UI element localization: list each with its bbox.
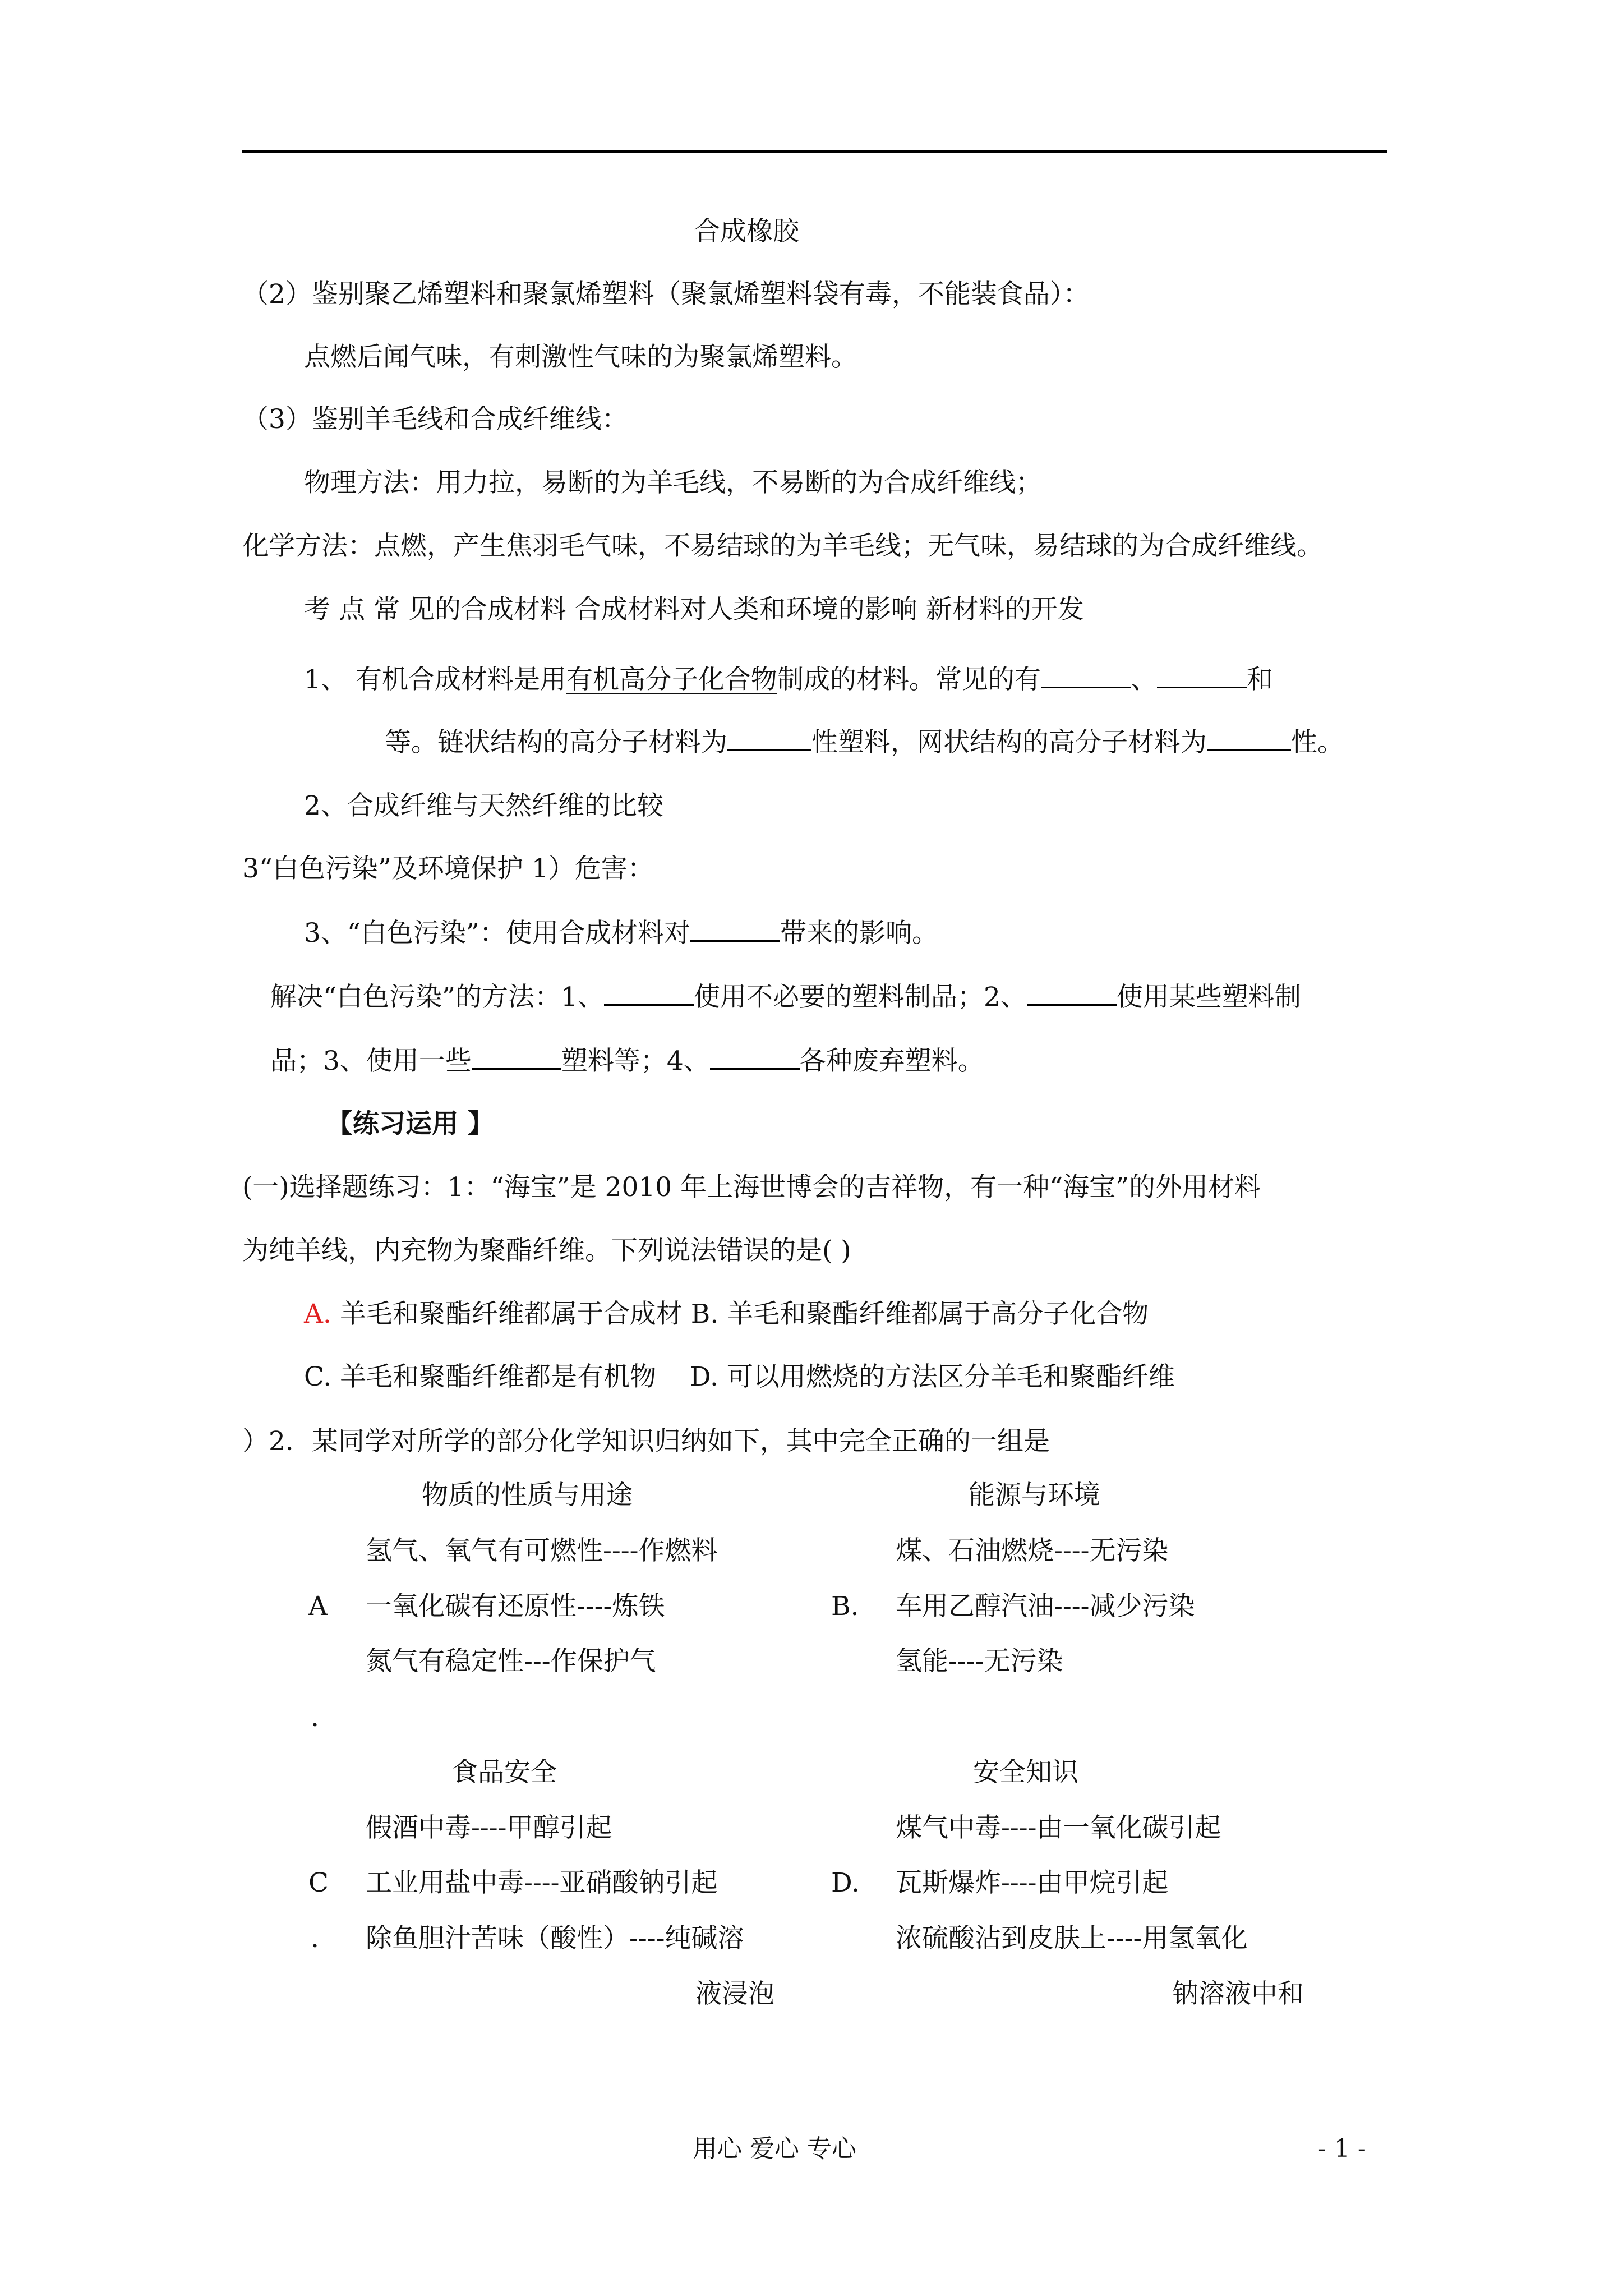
- group-d-item: 瓦斯爆炸----由甲烷引起: [896, 1867, 1169, 1898]
- mc1-stem-line1: (一)选择题练习：1：“海宝”是 2010 年上海世博会的吉祥物，有一种“海宝”的外用材料: [242, 1172, 1261, 1203]
- q1-middle: 制成的材料。常见的有: [777, 664, 1041, 695]
- q1-line2-b: 性塑料，网状结构的高分子材料为: [811, 727, 1207, 758]
- item2-heading: （2）鉴别聚乙烯塑料和聚氯烯塑料（聚氯烯塑料袋有毒，不能装食品）：: [242, 279, 1090, 310]
- mc1-option-c: C. 羊毛和聚酯纤维都是有机物: [304, 1361, 657, 1392]
- group-b-item: 车用乙醇汽油----减少污染: [896, 1591, 1195, 1622]
- header-rule: [242, 150, 1387, 153]
- fill-blank: [710, 1043, 800, 1070]
- fill-blank: [1207, 725, 1291, 751]
- mc1-option-a-text: 羊毛和聚酯纤维都属于合成材: [331, 1299, 683, 1329]
- footer-motto: 用心 爱心 专心: [693, 2134, 856, 2163]
- mc1-options-row2: [304, 1360, 1175, 1394]
- question-1-line2: [385, 725, 1344, 760]
- mc1-stem-line2: 为纯羊线，内充物为聚酯纤维。下列说法错误的是( ): [242, 1235, 851, 1266]
- page-number: - 1 -: [1318, 2134, 1366, 2163]
- q1-underlined-term: 有机高分子化合物: [566, 664, 777, 695]
- fill-blank: [472, 1043, 561, 1070]
- practice-title: 【练习运用 】: [326, 1108, 494, 1139]
- q1-end: 和: [1246, 664, 1273, 695]
- option-a-label: A: [308, 1591, 328, 1622]
- group-c-item: 工业用盐中毒----亚硝酸钠引起: [366, 1867, 718, 1898]
- group-a-item: 氮气有稳定性---作保护气: [366, 1646, 656, 1677]
- group-c-continuation: 液浸泡: [695, 1978, 774, 2009]
- solve-a: 解决“白色污染”的方法：1、: [270, 982, 604, 1013]
- question-3: [304, 915, 938, 950]
- group-a-title: 物质的性质与用途: [422, 1480, 633, 1511]
- question-2: 2、合成纤维与天然纤维的比较: [304, 790, 663, 821]
- group-b-title: 能源与环境: [969, 1480, 1100, 1511]
- section-title: 合成橡胶: [694, 216, 799, 247]
- item3-chemical: 化学方法：点燃，产生焦羽毛气味，不易结球的为羊毛线；无气味，易结球的为合成纤维线。: [242, 531, 1323, 562]
- solve-line2: [270, 1043, 984, 1078]
- group-d-item: 煤气中毒----由一氧化碳引起: [896, 1812, 1221, 1843]
- group-b-item: 煤、石油燃烧----无污染: [896, 1535, 1169, 1566]
- solve-d: 品；3、使用一些: [270, 1046, 472, 1076]
- exam-points: 考 点 常 见的合成材料 合成材料对人类和环境的影响 新材料的开发: [304, 594, 1084, 625]
- group-a-item: 一氧化碳有还原性----炼铁: [366, 1591, 665, 1622]
- group-c-item: 除鱼胆汁苦味（酸性）----纯碱溶: [366, 1923, 744, 1954]
- q1-line2-a: 等。链状结构的高分子材料为: [385, 727, 727, 758]
- mc1-option-d: D. 可以用燃烧的方法区分羊毛和聚酯纤维: [689, 1361, 1175, 1392]
- option-b-label: B.: [831, 1591, 859, 1622]
- question-1-line1: [304, 662, 1273, 697]
- item2-body: 点燃后闻气味，有刺激性气味的为聚氯烯塑料。: [304, 342, 857, 372]
- solve-f: 各种废弃塑料。: [799, 1046, 984, 1076]
- fill-blank: [1027, 979, 1117, 1006]
- fill-blank: [1157, 662, 1247, 688]
- option-c-label: C: [308, 1867, 329, 1898]
- q3-b: 带来的影响。: [780, 918, 938, 949]
- group-c-item: 假酒中毒----甲醇引起: [366, 1812, 612, 1843]
- option-d-label: D.: [831, 1867, 860, 1898]
- option-c-dot: .: [311, 1923, 319, 1954]
- fill-blank: [604, 979, 694, 1006]
- group-b-item: 氢能----无污染: [896, 1646, 1063, 1677]
- q1-prefix: 1、 有机合成材料是用: [304, 664, 566, 695]
- group-a-item: 氢气、氧气有可燃性----作燃料: [366, 1535, 718, 1566]
- fill-blank: [690, 915, 780, 942]
- group-d-continuation: 钠溶液中和: [1172, 1978, 1304, 2009]
- item3-physical: 物理方法：用力拉，易断的为羊毛线，不易断的为合成纤维线；: [304, 467, 1042, 498]
- q3-a: 3、“白色污染”：使用合成材料对: [304, 918, 690, 949]
- group-d-title: 安全知识: [973, 1757, 1078, 1788]
- group-c-title: 食品安全: [451, 1757, 557, 1788]
- item3-heading: （3）鉴别羊毛线和合成纤维线：: [242, 404, 628, 435]
- solve-e: 塑料等；4、: [561, 1046, 710, 1076]
- q1-line2-c: 性。: [1291, 727, 1344, 758]
- mc1-option-a-letter: A.: [304, 1299, 331, 1329]
- fill-blank: [1041, 662, 1131, 688]
- q1-sep: 、: [1130, 664, 1157, 695]
- group-d-item: 浓硫酸沾到皮肤上----用氢氧化: [896, 1923, 1248, 1954]
- mc1-options-row1: [304, 1297, 1149, 1331]
- option-a-dot: .: [311, 1702, 319, 1733]
- question-3-heading: 3“白色污染”及环境保护 1）危害：: [242, 853, 654, 884]
- mc2-stem: ）2．某同学对所学的部分化学知识归纳如下，其中完全正确的一组是: [242, 1426, 1050, 1457]
- solve-c: 使用某些塑料制: [1116, 982, 1301, 1013]
- fill-blank: [727, 725, 811, 751]
- solve-b: 使用不必要的塑料制品；2、: [693, 982, 1027, 1013]
- mc1-option-b: B. 羊毛和聚酯纤维都属于高分子化合物: [690, 1299, 1149, 1329]
- solve-line1: [270, 979, 1301, 1014]
